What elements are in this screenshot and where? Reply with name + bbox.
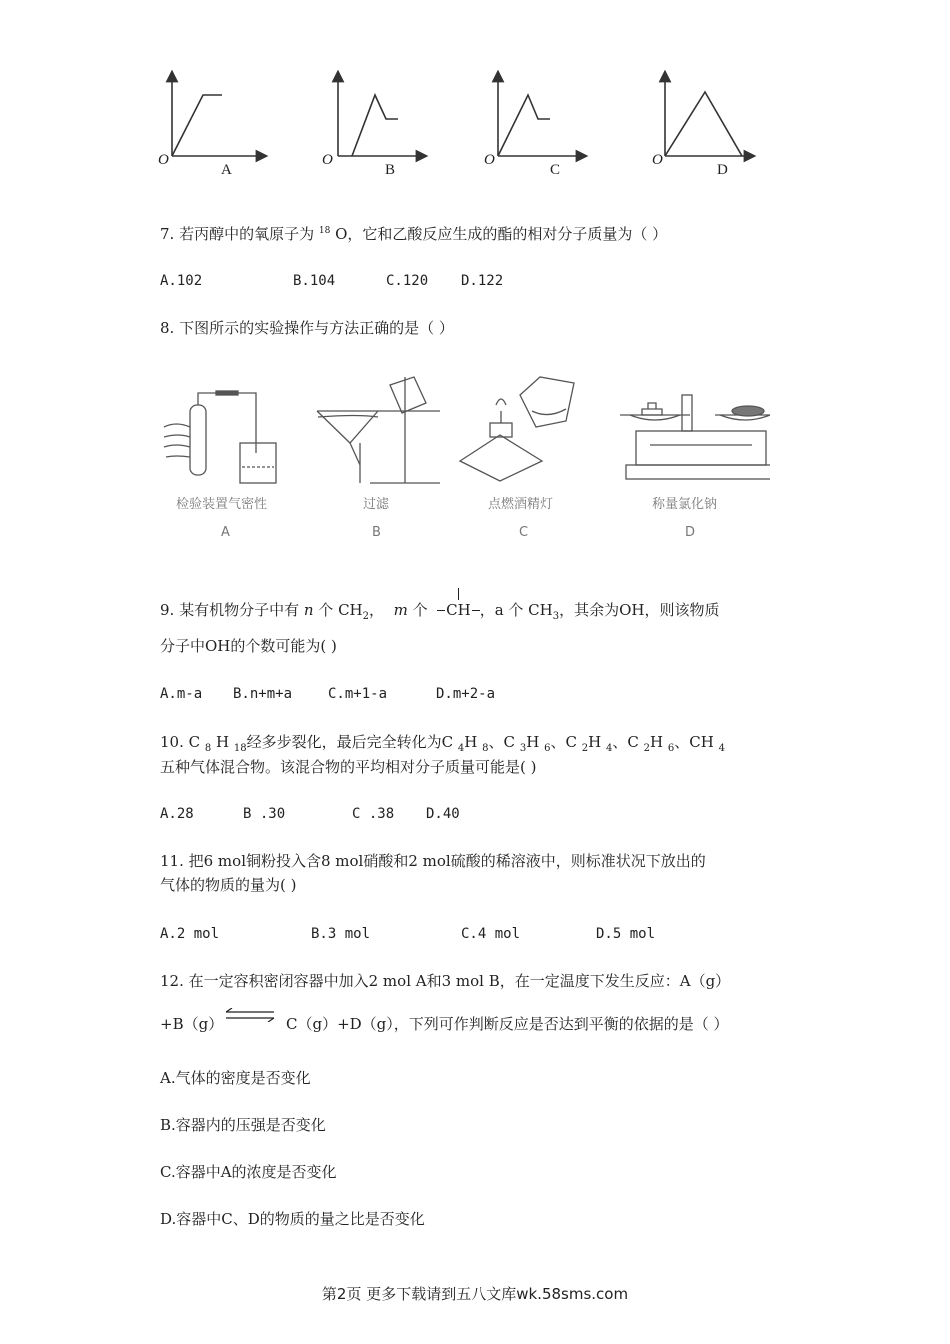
q9-stem-line1: [160, 600, 720, 623]
q10-t2: H: [216, 733, 230, 751]
q9-text-6: ，其余为OH，则该物质: [559, 601, 720, 619]
q9-text-3: ，: [369, 601, 385, 619]
q8-caption-b: 过滤: [363, 497, 390, 512]
q10-option-b: B .30: [243, 806, 286, 822]
q9-sub-2: 3: [552, 611, 560, 622]
q9-text-4: 个: [407, 601, 428, 619]
q7-option-d: D.122: [461, 273, 504, 289]
q7-option-c: C.120: [386, 273, 429, 289]
q10-s2: 18: [233, 743, 247, 754]
apparatus-figures: [160, 375, 770, 487]
q9-ch: CH: [446, 601, 471, 619]
q11-option-d: D.5 mol: [596, 926, 656, 942]
q10-s9: 2: [643, 743, 650, 754]
q10-t4: H: [464, 733, 478, 751]
q10-t10: H: [649, 733, 664, 751]
q9-option-a: A.m-a: [160, 686, 203, 702]
q8-letter-c: C: [519, 525, 529, 540]
graph-b: [338, 76, 422, 156]
q7-option-a: A.102: [160, 273, 203, 289]
q12-stem-line1: 12. 在一定容积密闭容器中加入2 mol A和3 mol B，在一定温度下发生反应：A（g）: [160, 972, 731, 990]
q11-option-c: C.4 mol: [461, 926, 521, 942]
q10-option-c: C .38: [352, 806, 395, 822]
q10-t3: 经多步裂化，最后完全转化为C: [246, 733, 454, 751]
q7-option-b: B.104: [293, 273, 336, 289]
q8-caption-d: 称量氯化钠: [652, 497, 718, 512]
q12-option-c: C.容器中A的浓度是否变化: [160, 1163, 337, 1181]
q10-s7: 2: [581, 743, 589, 754]
q9-option-b: B.n+m+a: [233, 686, 293, 702]
q10-stem-line2: 五种气体混合物。该混合物的平均相对分子质量可能是( ): [160, 758, 537, 776]
graph-label-a: A: [221, 162, 232, 178]
q10-t1: 10. C: [160, 733, 201, 751]
q10-s8: 4: [605, 743, 613, 754]
airtightness-apparatus-figure: [164, 391, 276, 483]
graph-c: [498, 76, 582, 156]
q11-stem-line1: 11. 把6 mol铜粉投入含8 mol硝酸和2 mol硫酸的稀溶液中，则标准状况下放出的: [160, 852, 706, 870]
q9-text-2: 个 CH: [313, 601, 363, 619]
q10-t8: H: [588, 733, 602, 751]
q10-t6: H: [526, 733, 540, 751]
graph-label-b: B: [385, 162, 396, 178]
q8-letter-b: B: [372, 525, 381, 540]
q8-letter-a: A: [221, 525, 230, 540]
q12-stem-line2b: C（g）+D（g），下列可作判断反应是否达到平衡的依据的是（ ）: [286, 1015, 729, 1033]
filtration-figure: [317, 377, 440, 483]
alcohol-lamp-figure: [460, 377, 574, 481]
q9-text-5: ，a 个 CH: [479, 601, 553, 619]
q7-text-b: O，它和乙酸反应生成的酯的相对分子质量为（ ）: [330, 225, 668, 243]
q9-var-m: m: [393, 601, 408, 619]
q10-s11: 4: [718, 743, 725, 754]
q12-option-b: B.容器内的压强是否变化: [160, 1116, 326, 1134]
q9-text-1: 9. 某有机物分子中有: [160, 601, 304, 619]
q11-option-a: A.2 mol: [160, 926, 220, 942]
graph-d: [665, 76, 750, 156]
q10-s1: 8: [204, 743, 212, 754]
q10-s6: 6: [544, 743, 551, 754]
q10-stem-line1: [160, 732, 725, 755]
graph-label-c: C: [550, 162, 561, 178]
q8-stem: 8. 下图所示的实验操作与方法正确的是（ ）: [160, 319, 454, 337]
q10-option-d: D.40: [426, 806, 460, 822]
graph-label-d: D: [717, 162, 728, 178]
q10-s5: 3: [519, 743, 527, 754]
q10-s10: 6: [667, 743, 675, 754]
q11-stem-line2: 气体的物质的量为( ): [160, 876, 297, 894]
q9-stem-line2: 分子中OH的个数可能为( ): [160, 637, 337, 655]
q7-sup: 18: [318, 226, 331, 236]
q12-stem-line2a: +B（g）: [160, 1015, 224, 1033]
graph-a: [172, 76, 262, 156]
methine-group-structure: [437, 600, 480, 620]
origin-label-d: O: [652, 152, 663, 168]
origin-label-c: O: [484, 152, 495, 168]
q10-s4: 8: [482, 743, 489, 754]
q8-letter-d: D: [685, 525, 696, 540]
q10-s3: 4: [457, 743, 465, 754]
page-footer: 第2页 更多下载请到五八文库wk.58sms.com: [321, 1285, 629, 1303]
q12-option-d: D.容器中C、D的物质的量之比是否变化: [160, 1210, 425, 1228]
q10-t11: 、CH: [674, 733, 714, 751]
q10-option-a: A.28: [160, 806, 194, 822]
graphs-svg: [150, 70, 790, 182]
q9-var-n: n: [303, 601, 314, 619]
q10-t9: 、C: [612, 733, 639, 751]
q9-sub-1: 2: [362, 611, 370, 622]
q10-t5: 、C: [488, 733, 516, 751]
origin-label-b: O: [322, 152, 333, 168]
q9-option-c: C.m+1-a: [328, 686, 388, 702]
origin-label-a: O: [158, 152, 169, 168]
q10-t7: 、C: [550, 733, 577, 751]
balance-figure: [620, 395, 770, 479]
q8-caption-c: 点燃酒精灯: [488, 497, 554, 512]
equilibrium-arrow-icon: [224, 1008, 278, 1022]
q9-option-d: D.m+2-a: [436, 686, 496, 702]
q7-text-a: 7. 若丙醇中的氧原子为: [160, 225, 319, 243]
q7-stem: [160, 224, 667, 247]
q8-caption-a: 检验装置气密性: [176, 497, 268, 512]
q12-option-a: A.气体的密度是否变化: [160, 1069, 311, 1087]
q11-option-b: B.3 mol: [311, 926, 371, 942]
